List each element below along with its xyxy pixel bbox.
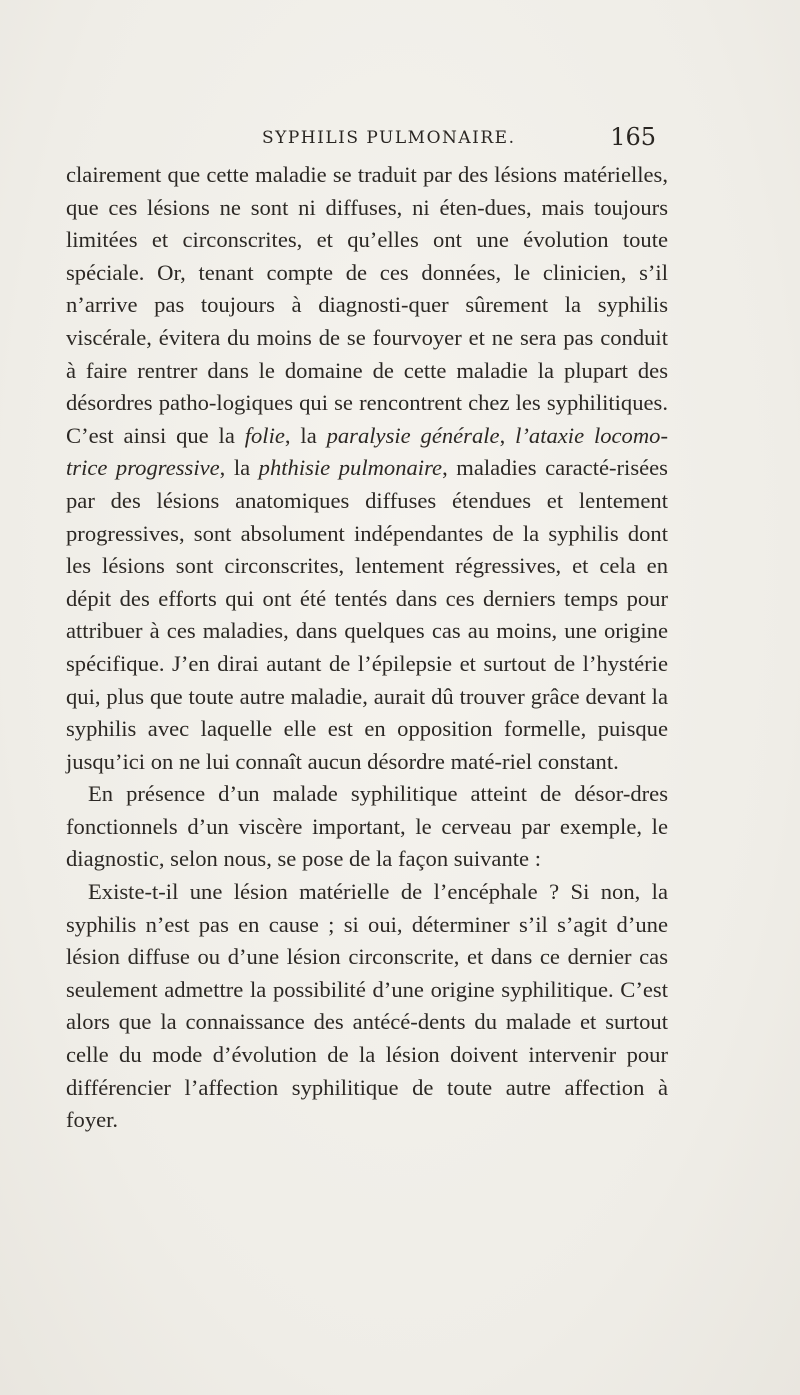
paragraph-1-text-b: , maladies caracté-risées par des lésions anatomiques diffuses étendues et lentement progressives, sont absolument indépendantes de la syphilis dont les lésions sont circonscrites, lentement régressives, et cela en dépit des efforts qui ont été tentés dans ces derniers temps pour attribuer à ces maladies, dans quelques cas au moins, une origine spécifique. J’en dirai autant de l’épilepsie et surtout de l’hystérie qui, plus que toute autre maladie, aurait dû trouver grâce devant la syphilis avec laquelle elle est en opposition formelle, puisque jusqu’ici on ne lui connaît aucun désordre maté-riel constant.: [66, 455, 668, 774]
separator-3: , la: [219, 455, 259, 481]
italic-folie: folie: [244, 422, 285, 448]
italic-ataxie-locomotrice: l’ataxie locomo-trice progressive: [66, 422, 668, 481]
paragraph-3: Existe-t-il une lésion matérielle de l’encéphale ? Si non, la syphilis n’est pas en cause ; si oui, déterminer s’il s’agit d’une lésion diffuse ou d’une lésion circonscrite, et dans ce dernier cas seulement admettre la possibilité d’une origine syphilitique. C’est alors que la connaissance des antécé-dents du malade et surtout celle du mode d’évolution de la lésion doivent intervenir pour différencier l’affection syphilitique de toute autre affection à foyer.: [66, 879, 668, 1133]
italic-paralysie-generale: paralysie générale: [326, 422, 500, 448]
body-text: [66, 159, 668, 1137]
paragraph-2: En présence d’un malade syphilitique atteint de désor-dres fonctionnels d’un viscère important, le cerveau par exemple, le diagnostic, selon nous, se pose de la façon suivante :: [66, 781, 668, 872]
running-title: SYPHILIS PULMONAIRE.: [262, 128, 516, 148]
page-number: 165: [610, 123, 656, 151]
italic-phthisie-pulmonaire: phthisie pulmonaire: [258, 455, 443, 481]
paragraph-1: [66, 159, 668, 778]
paragraph-1-text-a: clairement que cette maladie se traduit par des lésions matérielles, que ces lésions ne sont ni diffuses, ni éten-dues, mais toujours limitées et circonscrites, et qu’elles ont une évolution toute spéciale. Or, tenant compte de ces données, le clinicien, s’il n’arrive pas toujours à diagnosti-quer sûrement la syphilis viscérale, évitera du moins de se fourvoyer et ne sera pas conduit à faire rentrer dans le domaine de cette maladie la plupart des désordres patho-logiques qui se rencontrent chez les syphilitiques. C’est ainsi que la: [66, 162, 668, 448]
separator-2: ,: [499, 422, 516, 448]
page-header: [66, 123, 656, 156]
separator-1: , la: [284, 422, 327, 448]
